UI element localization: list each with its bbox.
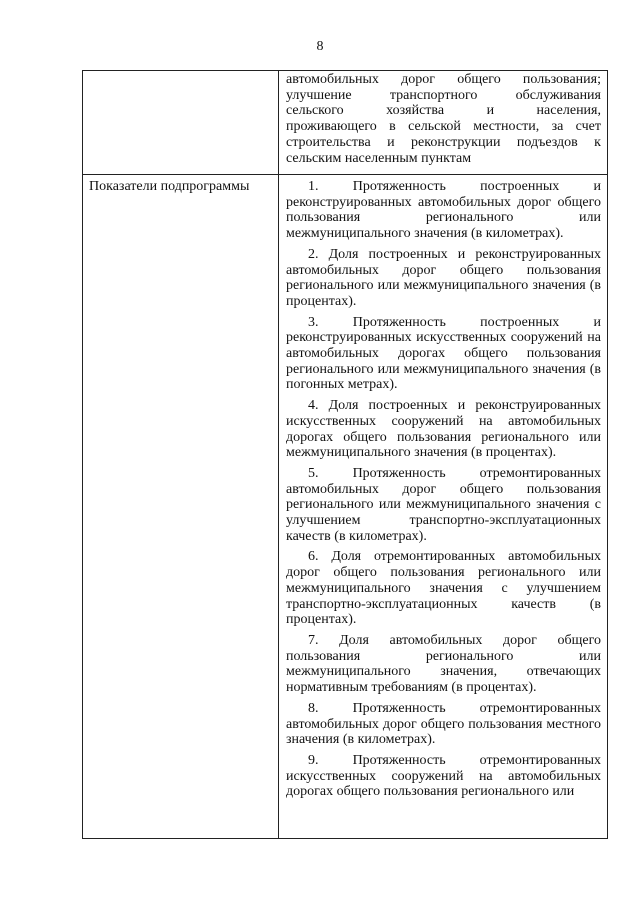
goals-line: проживающего в сельской местности, за счет (286, 119, 601, 135)
indicator-item: 1. Протяженность построенных и реконструированных автомобильных дорог общего пользования регионального или межмуниципального значения (в километрах). (286, 179, 601, 242)
indicators-row (83, 175, 608, 839)
indicator-item: 7. Доля автомобильных дорог общего пользования регионального или межмуниципального значения, отвечающих нормативным требованиям (в процентах). (286, 632, 601, 696)
indicator-item: 8. Протяженность отремонтированных автомобильных дорог общего пользования местного значения (в километрах). (286, 700, 601, 748)
goals-line: сельского хозяйства и населения, (286, 103, 601, 119)
goals-label-cell (83, 71, 279, 175)
indicators-list-cell (279, 175, 608, 839)
goals-text-cell (279, 71, 608, 175)
indicator-item: 9. Протяженность отремонтированных искусственных сооружений на автомобильных дорогах общего пользования регионального или (286, 752, 601, 800)
indicators-label-cell: Показатели подпрограммы (83, 175, 279, 839)
indicator-item: 6. Доля отремонтированных автомобильных дорог общего пользования регионального или межмуниципального значения с улучшением транспортно-эксплуатационных качеств (в процентах). (286, 549, 601, 628)
page-number: 8 (316, 39, 324, 54)
indicator-item: 3. Протяженность построенных и реконструированных искусственных сооружений на автомобильных дорогах общего пользования регионального или межмуниципального значения (в погонных метрах). (286, 314, 601, 393)
goals-line: улучшение транспортного обслуживания (286, 87, 601, 103)
goals-row (83, 71, 608, 175)
indicator-item: 5. Протяженность отремонтированных автомобильных дорог общего пользования регионального или межмуниципального значения с улучшением транспортно-эксплуатационных качеств (в километрах). (286, 465, 601, 544)
goals-line: строительства и реконструкции подъездов к (286, 134, 601, 150)
subprogram-passport-table (82, 70, 608, 839)
goals-line: сельским населенным пунктам (286, 150, 472, 166)
indicator-item: 4. Доля построенных и реконструированных искусственных сооружений на автомобильных дорогах общего пользования регионального или межмуниципального значения (в процентах). (286, 398, 601, 461)
indicator-item: 2. Доля построенных и реконструированных автомобильных дорог общего пользования регионального или межмуниципального значения (в процентах). (286, 246, 601, 309)
goals-line: автомобильных дорог общего пользования; (286, 72, 601, 87)
